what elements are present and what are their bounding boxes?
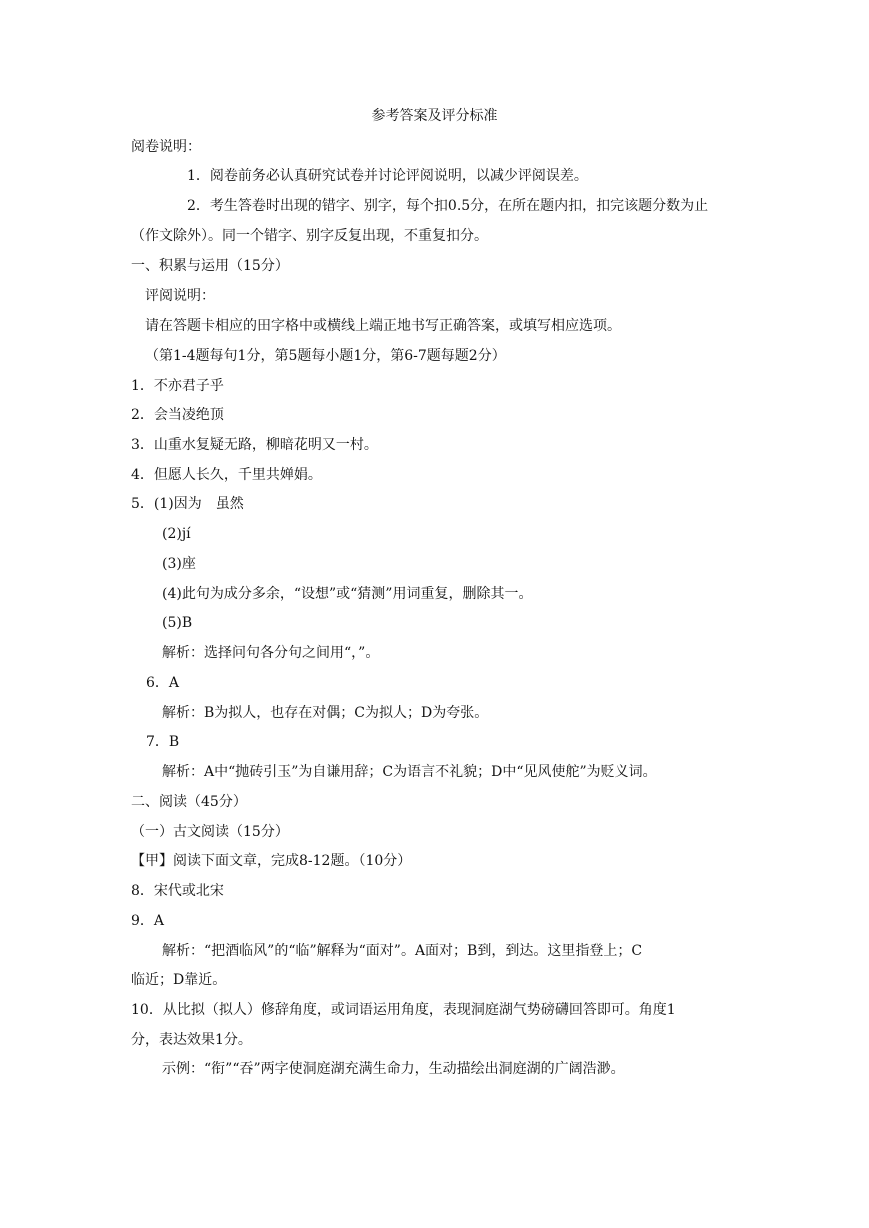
answer-q3: 3．山重水复疑无路，柳暗花明又一村。 [131, 437, 378, 453]
answer-q5-3: (3)座 [162, 556, 196, 572]
answer-q6-analysis: 解析：B为拟人，也存在对偶；C为拟人；D为夸张。 [162, 705, 489, 721]
answer-q10: 10．从比拟（拟人）修辞角度，或词语运用角度，表现洞庭湖气势磅礴回答即可。角度1 [131, 1002, 676, 1018]
section-2-subheading: （一）古文阅读（15分） [131, 824, 289, 840]
section-1-eval-text: 请在答题卡相应的田字格中或横线上端正地书写正确答案，或填写相应选项。 [145, 318, 621, 334]
section-1-eval-scoring: （第1-4题每句1分，第5题每小题1分，第6-7题每题2分） [145, 348, 506, 364]
answer-q9-analysis-cont: 临近；D靠近。 [131, 972, 227, 988]
answer-q9: 9．A [131, 913, 165, 929]
page-title: 参考答案及评分标准 [371, 108, 498, 124]
reading-note-item-2-cont: （作文除外）。同一个错字、别字反复出现，不重复扣分。 [131, 228, 488, 244]
reading-note-item-2: 2．考生答卷时出现的错字、别字，每个扣0.5分，在所在题内扣，扣完该题分数为止 [187, 198, 709, 214]
answer-q1: 1．不亦君子乎 [131, 378, 224, 394]
answer-q5-4: (4)此句为成分多余，“设想”或“猜测”用词重复，删除其一。 [162, 586, 533, 602]
answer-q5-2: (2)jí [162, 526, 191, 542]
section-1-heading: 一、积累与运用（15分） [131, 258, 289, 274]
answer-q10-cont: 分，表达效果1分。 [131, 1032, 252, 1048]
section-2-passage-jia: 【甲】阅读下面文章，完成8-12题。（10分） [131, 853, 412, 869]
section-2-heading: 二、阅读（45分） [131, 794, 247, 810]
answer-q5-analysis: 解析：选择问句各分句之间用“，”。 [162, 645, 380, 661]
section-1-eval-heading: 评阅说明： [145, 288, 215, 304]
answer-q4: 4．但愿人长久，千里共婵娟。 [131, 467, 322, 483]
answer-q7: 7．B [146, 734, 180, 750]
answer-q9-analysis: 解析：“把酒临风”的“临”解释为“面对”。A面对；B到，到达。这里指登上；C [162, 943, 643, 959]
answer-q8: 8．宋代或北宋 [131, 883, 224, 899]
answer-q5-1: 5．(1)因为 虽然 [131, 496, 244, 512]
answer-q7-analysis: 解析：A中“抛砖引玉”为自谦用辞；C为语言不礼貌；D中“见风使舵”为贬义词。 [162, 764, 657, 780]
answer-q6: 6．A [146, 675, 180, 691]
answer-q2: 2．会当凌绝顶 [131, 407, 224, 423]
answer-q5-5: (5)B [162, 615, 193, 631]
answer-q10-example: 示例：“衔”“吞”两字使洞庭湖充满生命力，生动描绘出洞庭湖的广阔浩渺。 [162, 1061, 625, 1077]
reading-note-heading: 阅卷说明： [131, 139, 201, 155]
reading-note-item-1: 1．阅卷前务必认真研究试卷并讨论评阅说明，以减少评阅误差。 [187, 168, 588, 184]
